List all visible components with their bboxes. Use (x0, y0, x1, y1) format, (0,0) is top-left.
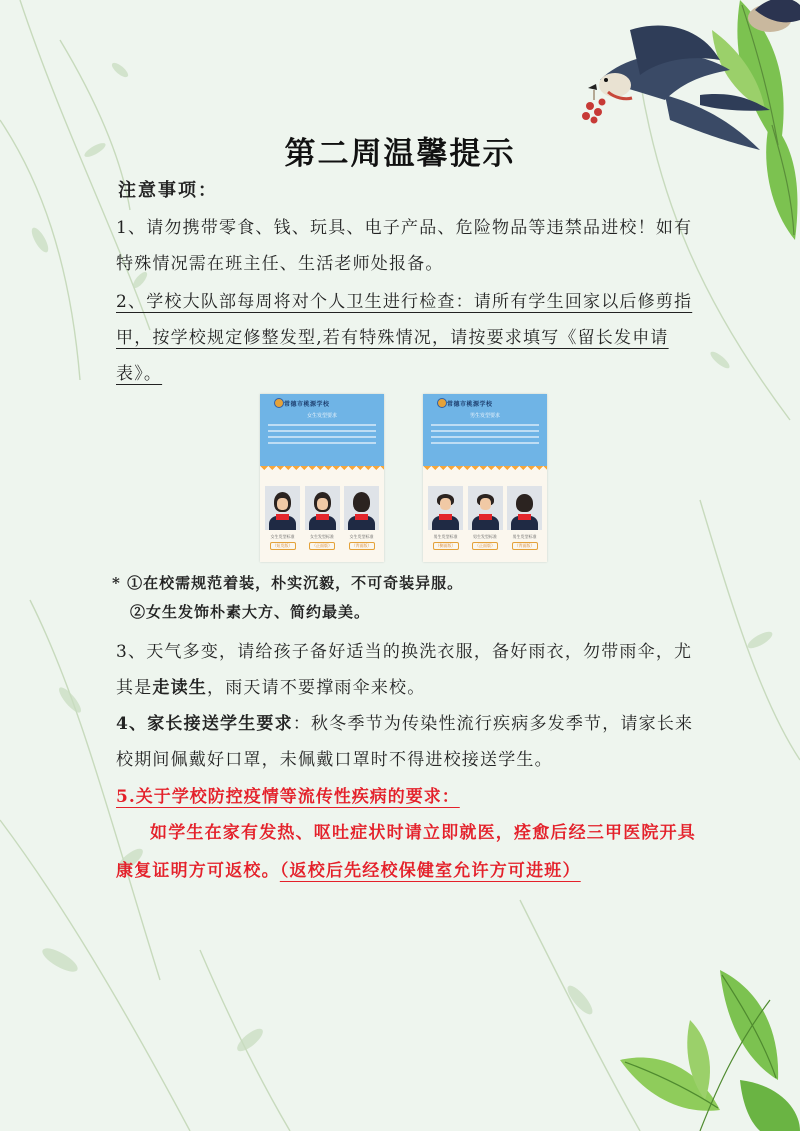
hair-accessory-note: ②女生发饰朴素大方、简约最美。 (130, 603, 371, 621)
boy-photo (507, 486, 542, 530)
boy-photo (428, 486, 463, 530)
girl-photo (305, 486, 340, 530)
notice-item-2 (116, 284, 694, 392)
notice-item-2-text: 2、学校大队部每周将对个人卫生进行检查：请所有学生回家以后修剪指甲，按学校规定修整发型,若有特殊情况，请按要求填写《留长发申请表》。 (116, 292, 693, 384)
epidemic-requirement: 如学生在家有发热、呕吐症状时请立即就医，痊愈后经三甲医院开具康复证明方可返校。（返校后先经校保健室允许方可进班） (116, 823, 696, 881)
girl-photo (344, 486, 379, 530)
notice-item-3: 3、天气多变，请给孩子备好适当的换洗衣服，备好雨衣，勿带雨伞，尤其是走读生，雨天请不要撑雨伞来校。 (116, 642, 693, 698)
epidemic-heading: 5.关于学校防控疫情等流传性疾病的要求： (116, 787, 460, 807)
photo-caption: 男生发型标准 （侧面版） (433, 534, 458, 548)
girls-hairstyle-card (260, 394, 384, 562)
clinic-approval-note: （返校后先经校保健室允许方可进班） (279, 861, 581, 881)
photo-caption: 女生发型标准 （背面版） (349, 534, 374, 548)
dress-code-note: * ①在校需规范着装，朴实沉毅，不可奇装异服。 (112, 574, 464, 592)
photo-caption: 男生发型标准 （正面版） (473, 534, 497, 548)
section-heading: 注意事项： (118, 180, 218, 201)
card-subtitle: 男生发型要求 (469, 413, 500, 419)
boys-hairstyle-card (423, 394, 547, 562)
school-logo: 常德市桃源学校 (284, 401, 330, 408)
day-student-emphasis: 走读生 (152, 678, 208, 698)
notice-item-4: 4、家长接送学生要求：秋冬季节为传染性流行疾病多发季节，请家长来校期间佩戴好口罩，未佩戴口罩时不得进校接送学生。 (116, 714, 694, 770)
pickup-heading: 4、家长接送学生要求 (116, 714, 293, 734)
school-logo: 常德市桃源学校 (447, 401, 493, 408)
notice-item-1: 1、请勿携带零食、钱、玩具、电子产品、危险物品等违禁品进校！如有特殊情况需在班主任、生活老师处报备。 (116, 218, 693, 274)
page-title: 第二周温馨提示 (284, 136, 516, 172)
boy-photo (468, 486, 503, 530)
photo-caption: 女生发型标准 （正面版） (310, 534, 334, 548)
photo-caption: 男生发型标准 （背面版） (512, 534, 537, 548)
photo-caption: 女生发型标准 （短发版） (270, 534, 295, 548)
card-subtitle: 女生发型要求 (306, 413, 337, 419)
girl-photo (265, 486, 300, 530)
